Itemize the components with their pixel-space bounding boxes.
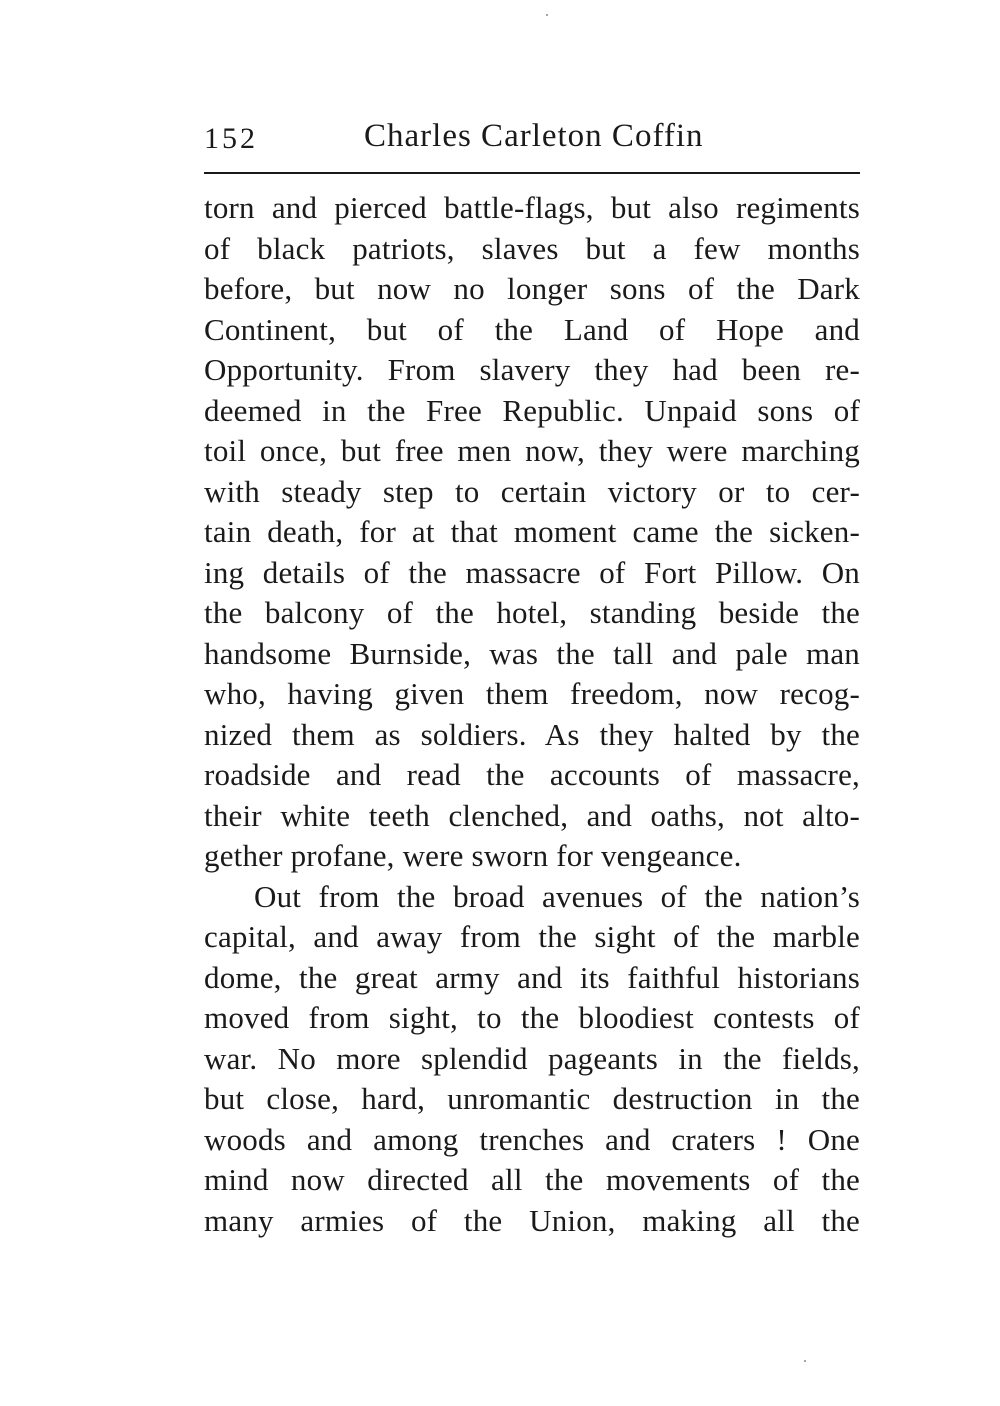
text-line: gether profane, were sworn for vengeance. <box>204 838 742 873</box>
text-line: the balcony of the hotel, standing beside the <box>204 595 860 630</box>
text-line: roadside and read the accounts of massacre, <box>204 757 860 792</box>
text-line: woods and among trenches and craters ! One <box>204 1121 860 1157</box>
text-line: dome, the great army and its faithful historians <box>204 959 860 995</box>
text-line: handsome Burnside, was the tall and pale man <box>204 635 860 671</box>
text-line: toil once, but free men now, they were marching <box>204 433 860 468</box>
paragraph-1 <box>204 188 860 877</box>
text-line: with steady step to certain victory or to cer- <box>204 473 860 509</box>
text-line: their white teeth clenched, and oaths, not alto- <box>204 797 860 833</box>
text-line: tain death, for at that moment came the sicken- <box>204 514 860 549</box>
text-line: Out from the broad avenues of the nation’s <box>254 878 860 914</box>
page-speck <box>804 1360 806 1362</box>
text-line: nized them as soldiers. As they halted by the <box>204 716 860 752</box>
text-line: ing details of the massacre of Fort Pillow. On <box>204 554 860 590</box>
text-line: deemed in the Free Republic. Unpaid sons of <box>204 392 860 428</box>
text-line: Continent, but of the Land of Hope and <box>204 311 860 347</box>
page-header <box>204 118 860 168</box>
text-line: many armies of the Union, making all the <box>204 1202 860 1238</box>
text-line: but close, hard, unromantic destruction in the <box>204 1081 860 1116</box>
text-line: moved from sight, to the bloodiest contests of <box>204 1000 860 1035</box>
text-line: Opportunity. From slavery they had been re- <box>204 352 860 387</box>
text-line: war. No more splendid pageants in the fields, <box>204 1040 860 1076</box>
header-rule <box>204 172 860 174</box>
text-line: who, having given them freedom, now recog- <box>204 676 860 711</box>
text-line: of black patriots, slaves but a few months <box>204 230 860 266</box>
page-speck <box>546 14 548 16</box>
page-number: 152 <box>204 122 258 155</box>
text-line: capital, and away from the sight of the marble <box>204 919 860 954</box>
body-text <box>204 188 860 1241</box>
text-line: torn and pierced battle-flags, but also regiments <box>204 190 860 225</box>
running-head: Charles Carleton Coffin <box>364 118 704 154</box>
text-line: before, but now no longer sons of the Dark <box>204 271 860 306</box>
text-line: mind now directed all the movements of the <box>204 1162 860 1197</box>
paragraph-2 <box>204 877 860 1242</box>
